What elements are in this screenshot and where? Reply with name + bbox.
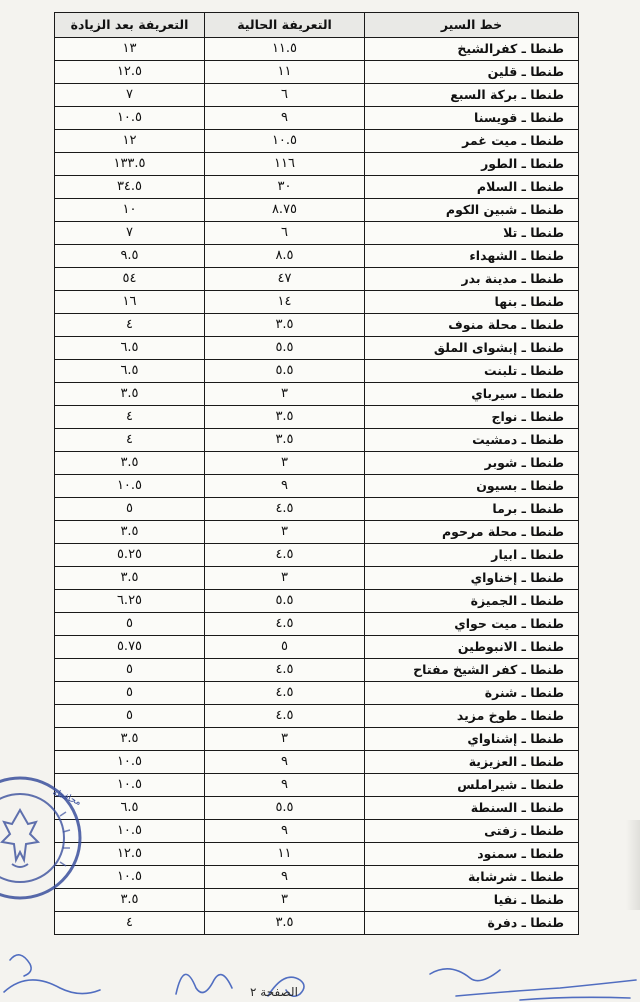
header-current-fare: التعريفة الحالية [205,13,365,38]
after-fare-cell: ١٣٣.٥ [55,153,205,176]
route-cell: طنطا ـ ميت غمر [365,130,579,153]
route-cell: طنطا ـ الطور [365,153,579,176]
table-row [55,337,579,360]
table-row [55,406,579,429]
route-cell: طنطا ـ طوخ مزيد [365,705,579,728]
route-cell: طنطا ـ محلة مرحوم [365,521,579,544]
table-row [55,130,579,153]
current-fare-cell: ٦ [205,84,365,107]
route-cell: طنطا ـ زفتى [365,820,579,843]
table-row [55,452,579,475]
route-cell: طنطا ـ نواج [365,406,579,429]
after-fare-cell: ٣٤.٥ [55,176,205,199]
route-cell: طنطا ـ العزيزية [365,751,579,774]
current-fare-cell: ٣ [205,567,365,590]
table-row [55,61,579,84]
after-fare-cell: ٥.٢٥ [55,544,205,567]
route-cell: طنطا ـ بنها [365,291,579,314]
current-fare-cell: ٥.٥ [205,337,365,360]
table-row [55,521,579,544]
route-cell: طنطا ـ تلا [365,222,579,245]
current-fare-cell: ٩ [205,475,365,498]
current-fare-cell: ٥ [205,636,365,659]
current-fare-cell: ٤٧ [205,268,365,291]
current-fare-cell: ٣.٥ [205,314,365,337]
route-cell: طنطا ـ نفيا [365,889,579,912]
route-cell: طنطا ـ بسيون [365,475,579,498]
current-fare-cell: ٣ [205,383,365,406]
after-fare-cell: ١٠.٥ [55,751,205,774]
route-cell: طنطا ـ ابيار [365,544,579,567]
table-row [55,613,579,636]
after-fare-cell: ١٠.٥ [55,475,205,498]
table-row [55,728,579,751]
after-fare-cell: ١٠.٥ [55,107,205,130]
after-fare-cell: ٥ [55,682,205,705]
after-fare-cell: ٥٤ [55,268,205,291]
table-row [55,38,579,61]
table-row [55,682,579,705]
after-fare-cell: ٤ [55,912,205,935]
current-fare-cell: ٦ [205,222,365,245]
current-fare-cell: ٣٠ [205,176,365,199]
table-row [55,222,579,245]
current-fare-cell: ٣.٥ [205,429,365,452]
after-fare-cell: ٥.٧٥ [55,636,205,659]
current-fare-cell: ١١.٥ [205,38,365,61]
route-cell: طنطا ـ شنرة [365,682,579,705]
current-fare-cell: ١٠.٥ [205,130,365,153]
after-fare-cell: ٦.٥ [55,797,205,820]
after-fare-cell: ٣.٥ [55,452,205,475]
table-row [55,843,579,866]
table-row [55,797,579,820]
after-fare-cell: ١٠.٥ [55,774,205,797]
route-cell: طنطا ـ دمشيت [365,429,579,452]
after-fare-cell: ٥ [55,498,205,521]
route-cell: طنطا ـ إخناواي [365,567,579,590]
route-cell: طنطا ـ إبشواى الملق [365,337,579,360]
after-fare-cell: ٣.٥ [55,728,205,751]
route-cell: طنطا ـ ميت حواي [365,613,579,636]
after-fare-cell: ١٦ [55,291,205,314]
table-row [55,268,579,291]
table-row [55,84,579,107]
after-fare-cell: ١٢.٥ [55,843,205,866]
after-fare-cell: ٥ [55,613,205,636]
handwritten-signatures [0,900,640,1002]
stamp-text: محافظة [50,787,83,808]
current-fare-cell: ٨.٧٥ [205,199,365,222]
route-cell: طنطا ـ الجميزة [365,590,579,613]
route-cell: طنطا ـ دفرة [365,912,579,935]
after-fare-cell: ٦.٥ [55,360,205,383]
after-fare-cell: ١٢.٥ [55,61,205,84]
current-fare-cell: ٣ [205,452,365,475]
route-cell: طنطا ـ سيرباي [365,383,579,406]
route-cell: طنطا ـ محلة منوف [365,314,579,337]
route-cell: طنطا ـ السلام [365,176,579,199]
current-fare-cell: ٤.٥ [205,544,365,567]
current-fare-cell: ١١٦ [205,153,365,176]
table-row [55,107,579,130]
route-cell: طنطا ـ تلبنت [365,360,579,383]
current-fare-cell: ٤.٥ [205,659,365,682]
route-cell: طنطا ـ سمنود [365,843,579,866]
table-row [55,360,579,383]
table-header-row [55,13,579,38]
route-cell: طنطا ـ برما [365,498,579,521]
after-fare-cell: ١٠.٥ [55,866,205,889]
after-fare-cell: ٦.٥ [55,337,205,360]
table-row [55,820,579,843]
table-row [55,245,579,268]
after-fare-cell: ١٣ [55,38,205,61]
table-row [55,291,579,314]
fare-table-body [55,38,579,935]
after-fare-cell: ٦.٢٥ [55,590,205,613]
fare-table [54,12,579,935]
route-cell: طنطا ـ كفر الشيخ مفتاح [365,659,579,682]
table-row [55,429,579,452]
table-row [55,705,579,728]
current-fare-cell: ٣.٥ [205,406,365,429]
header-after-increase: التعريفة بعد الزيادة [55,13,205,38]
after-fare-cell: ٣.٥ [55,383,205,406]
current-fare-cell: ٤.٥ [205,705,365,728]
after-fare-cell: ١٢ [55,130,205,153]
table-row [55,475,579,498]
route-cell: طنطا ـ قويسنا [365,107,579,130]
after-fare-cell: ٥ [55,705,205,728]
route-cell: طنطا ـ شبين الكوم [365,199,579,222]
table-row [55,498,579,521]
header-route: خط السير [365,13,579,38]
current-fare-cell: ٩ [205,751,365,774]
current-fare-cell: ٣.٥ [205,912,365,935]
after-fare-cell: ١٠ [55,199,205,222]
current-fare-cell: ٣ [205,521,365,544]
current-fare-cell: ٩ [205,774,365,797]
table-row [55,774,579,797]
current-fare-cell: ٤.٥ [205,613,365,636]
after-fare-cell: ٣.٥ [55,889,205,912]
after-fare-cell: ٥ [55,659,205,682]
current-fare-cell: ١٤ [205,291,365,314]
current-fare-cell: ٣ [205,728,365,751]
route-cell: طنطا ـ مدينة بدر [365,268,579,291]
current-fare-cell: ٥.٥ [205,590,365,613]
current-fare-cell: ٨.٥ [205,245,365,268]
current-fare-cell: ٩ [205,866,365,889]
route-cell: طنطا ـ شرشابة [365,866,579,889]
current-fare-cell: ٤.٥ [205,498,365,521]
current-fare-cell: ٩ [205,107,365,130]
after-fare-cell: ٧ [55,222,205,245]
route-cell: طنطا ـ الشهداء [365,245,579,268]
table-row [55,199,579,222]
table-row [55,567,579,590]
table-row [55,590,579,613]
table-row [55,314,579,337]
current-fare-cell: ١١ [205,843,365,866]
page-number: الصفحة ٢ [250,985,298,999]
after-fare-cell: ٣.٥ [55,521,205,544]
after-fare-cell: ١٠.٥ [55,820,205,843]
route-cell: طنطا ـ الانبوطين [365,636,579,659]
after-fare-cell: ٤ [55,406,205,429]
table-row [55,636,579,659]
after-fare-cell: ٤ [55,429,205,452]
route-cell: طنطا ـ شيراملس [365,774,579,797]
route-cell: طنطا ـ شوبر [365,452,579,475]
after-fare-cell: ٩.٥ [55,245,205,268]
after-fare-cell: ٤ [55,314,205,337]
current-fare-cell: ٤.٥ [205,682,365,705]
official-seal-stamp [0,772,86,904]
table-row [55,544,579,567]
table-row [55,176,579,199]
current-fare-cell: ٣ [205,889,365,912]
scan-edge-shadow [626,820,640,910]
route-cell: طنطا ـ إشناواي [365,728,579,751]
current-fare-cell: ١١ [205,61,365,84]
route-cell: طنطا ـ كفرالشيخ [365,38,579,61]
route-cell: طنطا ـ بركة السبع [365,84,579,107]
table-row [55,153,579,176]
table-row [55,383,579,406]
after-fare-cell: ٣.٥ [55,567,205,590]
current-fare-cell: ٩ [205,820,365,843]
after-fare-cell: ٧ [55,84,205,107]
table-row [55,659,579,682]
table-row [55,751,579,774]
current-fare-cell: ٥.٥ [205,797,365,820]
route-cell: طنطا ـ قلين [365,61,579,84]
route-cell: طنطا ـ السنطة [365,797,579,820]
table-row [55,866,579,889]
current-fare-cell: ٥.٥ [205,360,365,383]
